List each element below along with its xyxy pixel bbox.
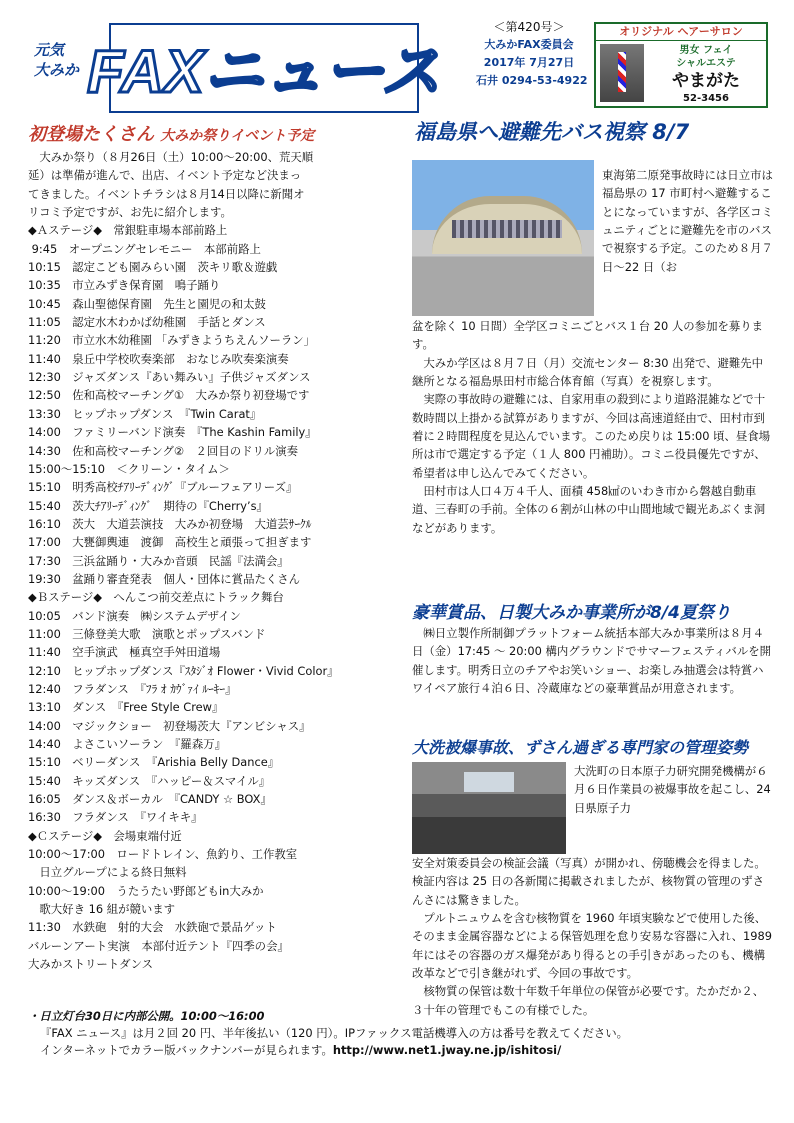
schedule-line: 9:45 オープニングセレモニー 本部前路上	[28, 241, 261, 256]
summer-festival-headline: 豪華賞品、日製大みか事業所が8/4夏祭り	[412, 603, 731, 623]
schedule-line: 12:50 佐和高校マーチング① 大みか祭り初登場です	[28, 388, 310, 403]
evacuation-p1: 盆を除く 10 日間）全学区コミニごとバス１台 20 人の参加を募ります。	[412, 319, 764, 352]
projector-screen	[464, 772, 514, 792]
festival-headline-sub: 大みか祭りイベント予定	[160, 128, 315, 144]
schedule-line: 11:30 水鉄砲 射的大会 水鉄砲で景品ゲット	[28, 920, 277, 935]
schedule-line: てきました。イベントチラシは８月14日以降に新聞オ	[28, 186, 305, 201]
schedule-line: 13:10 ダンス 『Free Style Crew』	[28, 700, 224, 715]
schedule-line: 17:00 大甕御輿連 渡御 高校生と頑張って担ぎます	[28, 535, 312, 550]
schedule-line: 12:40 フラダンス 『ﾌﾗ ｵ ｶｳﾞｧｲ ﾙｰｷｰ』	[28, 681, 237, 696]
schedule-line: 14:00 ファミリーバンド演奏 『The Kashin Family』	[28, 425, 317, 440]
summer-festival-body	[412, 624, 774, 697]
barber-pole-icon	[618, 52, 626, 92]
schedule-line: 10:00～17:00 ロードトレイン、魚釣り、工作教室	[28, 847, 298, 862]
schedule-line: 10:15 認定こども園みらい園 茨キリ歌＆遊戯	[28, 260, 278, 275]
schedule-line: 10:05 バンド演奏 ㈱システムデザイン	[28, 608, 241, 623]
meeting-photo	[412, 762, 566, 854]
contact-phone: 石井 0294-53-4922	[476, 74, 588, 87]
committee-name: 大みかFAX委員会	[484, 38, 574, 51]
schedule-line: 延）は準備が進んで、出店、イベント予定など決まっ	[28, 168, 302, 183]
issue-number: ＜第420号＞	[493, 20, 565, 34]
issue-date: 2017年 7月27日	[483, 56, 575, 69]
schedule-line: 16:05 ダンス＆ボーカル 『CANDY ☆ BOX』	[28, 792, 272, 807]
ad-line1: 男女 フェイ	[679, 45, 733, 56]
evacuation-intro-text: 東海第二原発事故時には日立市は福島県の 17 市町村へ避難することになっていますが、各学区コミュニティごとに避難先を市のバスで視察する予定。このため８月７日～22 日（お	[602, 168, 773, 274]
exposure-p2: プルトニュウムを含む核物質を 1960 年頃実験などで使用した後、そのまま金属容器などによる保管処理を怠り安易な容器に入れ、1989 年にはその容器のガス爆発があり得るとの手引きがあったのも、機構改革などで引き継がれず、今回の事故です。	[412, 911, 773, 981]
tagline-line2: 大みか	[34, 61, 80, 79]
exposure-intro	[574, 762, 774, 817]
masthead-tagline	[34, 40, 79, 80]
ad-shop-name: やまがた	[672, 71, 740, 91]
window-row	[452, 220, 562, 238]
ad-phone: 52-3456	[683, 93, 729, 104]
schedule-line: 15:40 キッズダンス 『ハッピー＆スマイル』	[28, 773, 271, 788]
schedule-line: ◆Ａステージ◆ 常銀駐車場本部前路上	[28, 223, 228, 238]
evacuation-intro	[602, 166, 774, 276]
schedule-line: 11:05 認定水木わかば幼稚園 手話とダンス	[28, 315, 266, 330]
schedule-line: 15:00～15:10 ＜クリーン・タイム＞	[28, 461, 230, 476]
exposure-p1: 安全対策委員会の検証会議（写真）が開かれ、傍聴機会を得ました。検証内容は 25 日の各新聞に掲載されましたが、核物質の管理のずさんさには驚きました。	[412, 856, 766, 907]
schedule-line: ◆Ｃステージ◆ 会場東端付近	[28, 828, 182, 843]
festival-schedule	[28, 148, 398, 973]
schedule-line: ◆Ｂステージ◆ へんこつ前交差点にトラック舞台	[28, 590, 284, 605]
schedule-line: 14:00 マジックショー 初登場茨大『アンビシャス』	[28, 718, 311, 733]
schedule-line: 11:40 泉丘中学校吹奏楽部 おなじみ吹奏楽演奏	[28, 351, 289, 366]
evacuation-body	[412, 317, 774, 537]
newsletter-title	[87, 22, 441, 114]
footer	[28, 1008, 768, 1059]
evacuation-p4: 田村市は人口４万４千人、面積 458㎢のいわき市から磐越自動車道、三春町の手前。全体の６割が山林の中山間地域で観光あぶくま洞などがあります。	[412, 484, 766, 535]
schedule-line: 11:00 三條登美大歌 演歌とポップスバンド	[28, 626, 266, 641]
gymnasium-photo	[412, 160, 594, 316]
schedule-line: 10:00～19:00 うたうたい野郎どもin大みか	[28, 883, 264, 898]
title-text: FAXニュース	[87, 38, 441, 105]
subscription-info: 『FAX ニュース』は月２回 20 円、半年後払い（120 円）。IPファックス電話機導入の方は番号を教えてください。	[40, 1026, 629, 1040]
schedule-line: 日立グループによる終日無料	[28, 865, 187, 880]
schedule-line: 14:40 よさこいソーラン 『羅森万』	[28, 737, 226, 751]
tagline-line1: 元気	[34, 41, 65, 59]
exposure-intro-text: 大洗町の日本原子力研究開発機構が６月６日作業員の被爆事故を起こし、24 日県原子力	[574, 764, 771, 815]
lighthouse-notice: ・日立灯台30日に内部公開。10:00～16:00	[28, 1009, 265, 1023]
schedule-line: 10:45 森山聖徳保育園 先生と園児の和太鼓	[28, 296, 266, 311]
exposure-accident-headline: 大洗被爆事故、ずさん過ぎる専門家の管理姿勢	[412, 738, 749, 757]
evacuation-p3: 実際の事故時の避難には、自家用車の殺到により道路混雑などで十数時間以上掛かる試算がありますが、今回は高速道経由で、田村市到着に２時間程度を見込んでいます。このため戻りは 15:00 頃、昼食場所は市で選定する予定（１人 800 円補助）。コミニ役員優先ですが、希望者は申し込んでみてください。	[412, 392, 771, 480]
schedule-line: 12:10 ヒップホップダンス『ｽﾀｼﾞｵ Flower・Vivid Color』	[28, 663, 339, 678]
issue-info	[470, 18, 588, 90]
summer-festival-text: ㈱日立製作所制御プラットフォーム統括本部大みか事業所は８月４日（金）17:45 ～ 20:00 構内グラウンドでサマーフェスティバルを開催します。明秀日立のチアやお笑いショー、お楽しみ抽選会は特賞ハワイペア旅行４泊６日、冷蔵庫などの豪華賞品が用意されます。	[412, 626, 772, 696]
ad-photo	[600, 44, 644, 102]
schedule-line: 大みかストリートダンス	[28, 957, 154, 972]
schedule-line: 11:40 空手演武 極真空手舛田道場	[28, 645, 221, 660]
schedule-line: 11:20 市立水木幼稚園 「みずきようちえんソーラン」	[28, 333, 316, 348]
evacuation-headline: 福島県へ避難先バス視察 8/7	[414, 120, 690, 144]
schedule-line: 大みか祭り（８月26日（土）10:00～20:00、荒天順	[28, 150, 314, 164]
ad-top: オリジナル ヘアーサロン	[596, 24, 766, 41]
festival-headline-main: 初登場たくさん	[28, 124, 154, 145]
schedule-line: バルーンアート実演 本部付近テント『四季の会』	[28, 938, 289, 953]
festival-headline	[28, 120, 314, 146]
backnumber-text: インターネットでカラー版バックナンバーが見られます。	[40, 1043, 333, 1057]
schedule-line: 13:30 ヒップホップダンス 『Twin Carat』	[28, 406, 262, 421]
schedule-line: リコミ予定ですが、お先に紹介します。	[28, 205, 232, 220]
schedule-line: 19:30 盆踊り審査発表 個人・団体に賞品たくさん	[28, 571, 301, 586]
schedule-line: 16:10 茨大 大道芸演技 大みか初登場 大道芸ｻｰｸﾙ	[28, 516, 312, 531]
schedule-line: 15:10 ベリーダンス 『Arishia Belly Dance』	[28, 755, 280, 770]
backnumber-info	[28, 1042, 768, 1059]
exposure-p3: 核物質の保管は数十年数千年単位の保管が必要です。たかだか２、３十年の管理でもこの有様でした。	[412, 984, 765, 1017]
schedule-line: 15:40 茨大ﾁｱﾘｰﾃﾞｨﾝｸﾞ 期待の『Cherry’s』	[28, 498, 268, 513]
evacuation-p2: 大みか学区は８月７日（月）交流センター 8:30 出発で、避難先中継所となる福島県田村市総合体育館（写真）を視察します。	[412, 355, 764, 389]
exposure-body	[412, 854, 774, 1019]
schedule-line: 15:10 明秀高校ﾁｱﾘｰﾃﾞｨﾝｸﾞ『ブルーフェアリーズ』	[28, 480, 298, 495]
website-link[interactable]: http://www.net1.jway.ne.jp/ishitosi/	[332, 1043, 562, 1057]
schedule-line: 16:30 フラダンス 『ワイキキ』	[28, 810, 203, 825]
schedule-line: 歌大好き 16 組が競います	[28, 902, 176, 917]
schedule-line: 12:30 ジャズダンス『あい舞みい』子供ジャズダンス	[28, 370, 311, 385]
ad-line2: シャルエステ	[676, 58, 736, 69]
schedule-line: 17:30 三浜盆踊り・大みか音頭 民謡『法満会』	[28, 553, 289, 568]
ad-body	[650, 44, 762, 105]
hair-salon-ad	[594, 22, 768, 108]
schedule-line: 10:35 市立みずき保育園 鳴子踊り	[28, 278, 221, 293]
schedule-line: 14:30 佐和高校マーチング② ２回目のドリル演奏	[28, 443, 299, 458]
